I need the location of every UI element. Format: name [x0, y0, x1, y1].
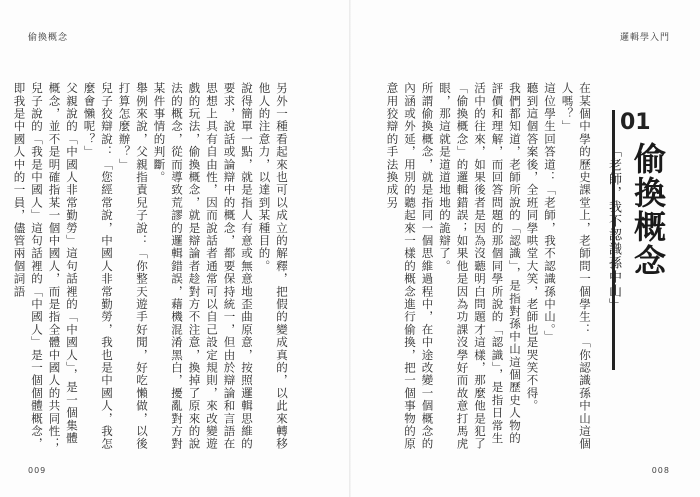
paragraph: 父親說的「中國人非常勤勞」這句話裡的「中國人」，是一個集體概念，並不是明確指某一個中國人，而是指全體中國人的共同性；兒子說的「我是中國人」這句話裡的「中國人」是一個個體概念，即我是中國人中的一員，儘管兩個詞語	[12, 82, 79, 451]
paragraph: 聽到這個答案後，全班同學哄堂大笑，老師也是哭笑不得。	[525, 82, 540, 413]
book-gutter	[349, 0, 351, 497]
paragraph: 舉例來說，父親指責兒子說：「你整天遊手好閒，好吃懶做，以後打算怎麼辦？」	[117, 82, 149, 451]
running-header-right: 邏輯學入門	[619, 33, 670, 43]
paragraph: 說得簡單一點，就是指人有意或無意地歪曲原意，按照邏輯思維的要求，說話或論辯中的概念，都要保持統一，但由於辯論和言語在思想上具有自由性，因而說話者通常可以自己設定規則，來改變遊戲的玩法，偷換概念，就是辯論者趁對方不注意，換掉了原來的說法的概念，從而導致荒謬的邏輯錯誤，藉機混淆黑白，擾亂對方對某件事情的判斷。	[152, 82, 254, 451]
paragraph: 在某個中學的歷史課堂上，老師問一個學生：「你認識孫中山這個人嗎？」	[560, 82, 592, 451]
chapter-title: 偷換概念	[629, 142, 667, 278]
page-number-right: 008	[651, 466, 670, 475]
paragraph: 我們都知道，老師所說的「認識」，是指對孫中山這個歷史人物的評價和理解，而回答問題的那個同學所說的「認識」，是指日常生活中的往來，如果後者是因為沒聽明白問題才這樣，那麼他是犯了「偷換概念」的邏輯錯誤；如果他是因為功課沒學好而故意打馬虎眼，那這就是道道地地的詭辯了。	[438, 82, 522, 451]
paragraph: 所謂偷換概念，就是指同一個思維過程中，在中途改變一個概念的內涵或外延，用別的聽起來一樣的概念進行偷換，把一個事物的原意用狡辯的手法換成另	[385, 82, 435, 451]
paragraph: 這位學生回答道：「老師，我不認識孫中山。」	[543, 82, 557, 343]
chapter-number: 01	[620, 110, 651, 135]
paragraph: 兒子狡辯說：「您經常說，中國人非常勤勞，我也是中國人，我怎麼會懶呢？」	[82, 82, 114, 451]
chapter-heading	[606, 110, 672, 370]
right-body-text	[378, 82, 593, 452]
left-body-text	[12, 82, 290, 452]
page-number-left: 009	[28, 466, 47, 475]
running-header-left: 偷換概念	[28, 33, 69, 43]
paragraph: 另外一種看起來也可以成立的解釋，把假的變成真的，以此來轉移他人的注意力，以達到某種目的。	[257, 82, 289, 451]
chapter-subtitle: 「老師，我不認識孫中山」	[606, 144, 621, 312]
